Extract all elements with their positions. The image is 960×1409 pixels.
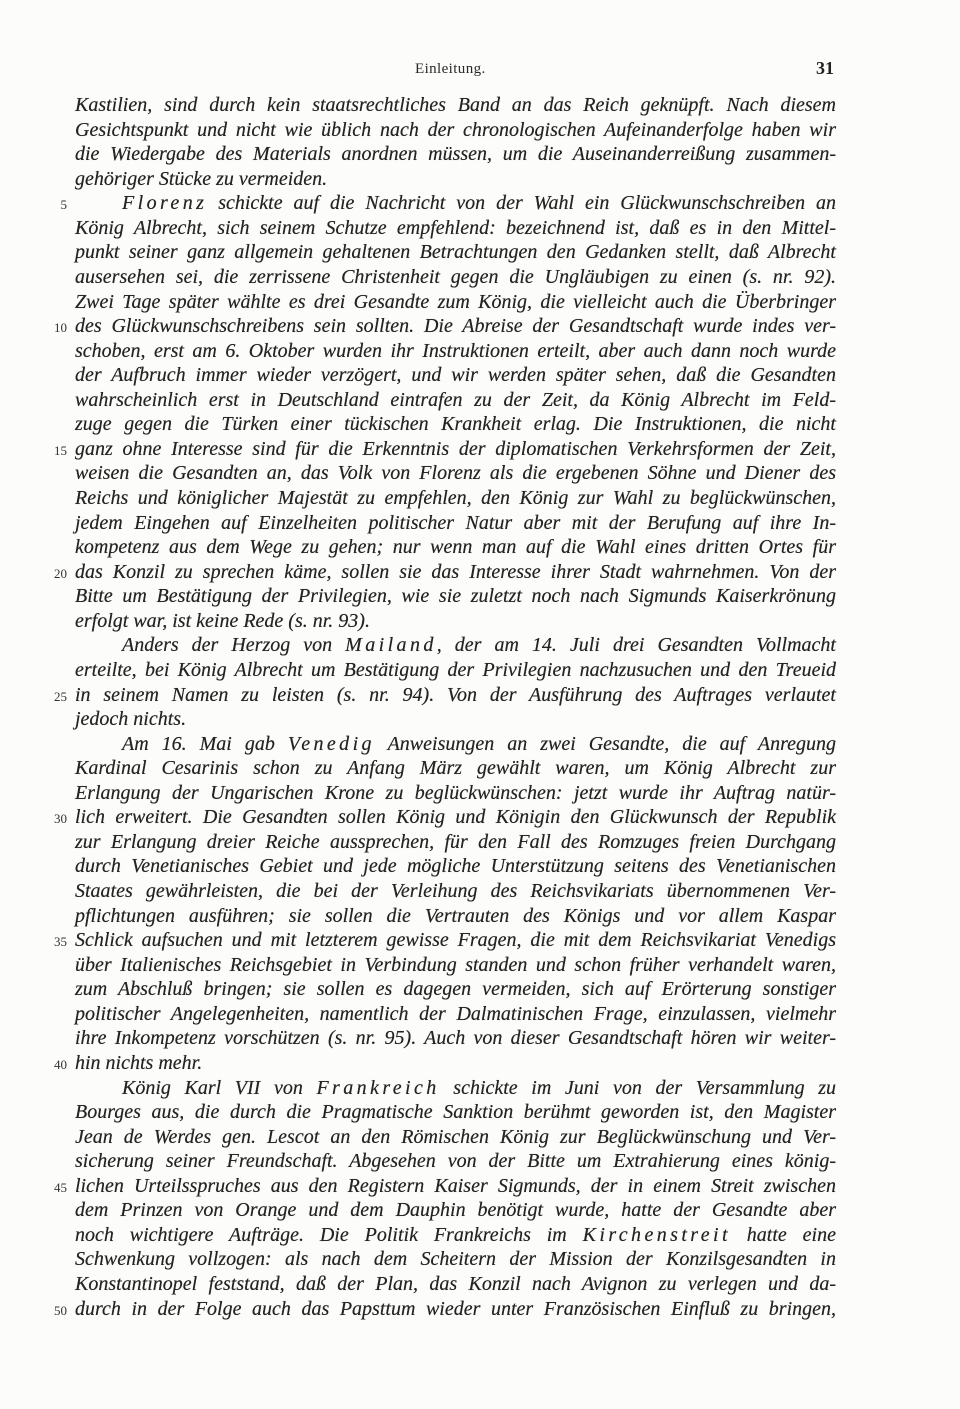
line-text: in seinem Namen zu leisten (s. nr. 94). Von der Ausführung des Auftrages verlautet <box>75 683 836 706</box>
text-line <box>54 1051 836 1076</box>
line-text: lichen Urteilsspruches aus den Registern Kaiser Sigmunds, der in einem Streit zwischen <box>75 1174 836 1197</box>
text-line <box>75 1223 836 1248</box>
text-line <box>75 118 836 143</box>
text-line <box>75 1026 836 1051</box>
text-line <box>54 437 836 462</box>
line-text: ganz ohne Interesse sind für die Erkenntnis der diplomatischen Verkehrsformen der Zeit, <box>75 437 836 460</box>
line-text: König Albrecht, sich seinem Schutze empfehlend: bezeichnend ist, daß es in den Mittel- <box>75 216 836 239</box>
line-text: erteilte, bei König Albrecht um Bestätigung der Privilegien nachzusuchen und den Treueid <box>75 658 836 681</box>
line-text: Kardinal Cesarinis schon zu Anfang März gewählt waren, um König Albrecht zur <box>75 757 836 780</box>
line-text: ihre Inkompetenz vorschützen (s. nr. 95). Auch von dieser Gesandtschaft hören wir weiter- <box>75 1027 836 1050</box>
line-text: lich erweitert. Die Gesandten sollen König und Königin den Glückwunsch der Republik <box>75 806 836 829</box>
text-line <box>75 216 836 241</box>
text-line <box>75 756 836 781</box>
line-text: zum Abschluß bringen; sie sollen es dagegen vermeiden, sich auf Erörterung sonstiger <box>75 978 836 1001</box>
text-line <box>75 830 836 855</box>
line-text: , der am 14. Juli drei Gesandten Vollmacht <box>436 634 836 657</box>
line-text: durch in der Folge auch das Papsttum wieder unter Französischen Einfluß zu bringen, <box>75 1297 836 1320</box>
line-text: zuge gegen die Türken einer tückischen Krankheit erlag. Die Instruktionen, die nicht <box>75 413 836 436</box>
line-number: 45 <box>54 1179 67 1195</box>
text-line <box>75 167 836 192</box>
text-line <box>75 609 836 634</box>
text-line <box>75 707 836 732</box>
line-number: 25 <box>54 688 67 704</box>
text-line <box>54 683 836 708</box>
line-number: 50 <box>54 1302 67 1318</box>
line-number: 5 <box>60 197 67 213</box>
text-line <box>75 265 836 290</box>
line-text: König Karl VII von <box>122 1076 317 1099</box>
text-line <box>75 142 836 167</box>
text-line <box>54 1297 836 1322</box>
spaced-name: Mailand <box>345 634 437 657</box>
line-text: Erlangung der Ungarischen Krone zu beglückwünschen: jetzt wurde ihr Auftrag natür- <box>75 781 836 804</box>
text-line <box>75 412 836 437</box>
text-line <box>75 904 836 929</box>
line-text: Jean de Werdes gen. Lescot an den Römischen König zur Beglückwünschung und Ver- <box>75 1125 836 1148</box>
line-text: politischer Angelegenheiten, namentlich der Dalmatinischen Frage, einzulassen, vielmehr <box>75 1002 836 1025</box>
text-line <box>54 928 836 953</box>
line-text: hin nichts mehr. <box>75 1051 203 1074</box>
line-text: die Wiedergabe des Materials anordnen müssen, um die Auseinanderreißung zusammen- <box>75 143 836 166</box>
line-number: 10 <box>54 320 67 336</box>
line-text: pflichtungen ausführen; sie sollen die Vertrauten des Königs und vor allem Kaspar <box>75 904 836 927</box>
text-line <box>75 1002 836 1027</box>
line-text: ausersehen sei, die zerrissene Christenheit gegen die Ungläubigen zu einen (s. nr. 92). <box>75 265 836 288</box>
line-text: jedoch nichts. <box>75 708 187 731</box>
line-text: über Italienisches Reichsgebiet in Verbindung standen und schon früher verhandelt waren, <box>75 953 836 976</box>
line-text: zur Erlangung dreier Reiche aussprechen, für den Fall des Romzuges freien Durchgang <box>75 830 836 853</box>
text-line <box>54 1174 836 1199</box>
line-text: Gesichtspunkt und nicht wie üblich nach der chronologischen Aufeinanderfolge haben wir <box>75 118 836 141</box>
text-line <box>75 535 836 560</box>
body-text <box>54 93 836 1321</box>
text-line <box>75 1247 836 1272</box>
text-line <box>75 1198 836 1223</box>
line-text: Reichs und königlicher Majestät zu empfehlen, den König zur Wahl zu beglückwünschen, <box>75 487 836 509</box>
spaced-name: Frankreich <box>316 1076 440 1099</box>
text-line <box>75 1272 836 1297</box>
text-line <box>75 953 836 978</box>
line-text: Zwei Tage später wählte es drei Gesandte zum König, die vielleicht auch die Überbringer <box>75 290 836 313</box>
text-line <box>75 584 836 609</box>
line-text: Am 16. Mai gab <box>122 732 288 755</box>
line-number: 30 <box>54 811 67 827</box>
line-text: der Aufbruch immer wieder verzögert, und wir werden später sehen, daß die Gesandten <box>75 364 836 387</box>
line-text: Schlick aufsuchen und mit letzterem gewisse Fragen, die mit dem Reichsvikariat Venedigs <box>75 929 836 952</box>
text-line <box>75 1125 836 1150</box>
line-number: 35 <box>54 934 67 950</box>
line-text: schoben, erst am 6. Oktober wurden ihr Instruktionen erteilt, aber auch dann noch wurde <box>75 339 836 362</box>
line-text: erfolgt war, ist keine Rede (s. nr. 93). <box>75 609 370 632</box>
text-line <box>75 1149 836 1174</box>
text-line <box>75 658 836 683</box>
line-text: gehöriger Stücke zu vermeiden. <box>75 167 328 190</box>
text-line <box>60 191 836 216</box>
line-text: des Glückwunschschreibens sein sollten. Die Abreise der Gesandtschaft wurde indes ver- <box>75 315 836 338</box>
line-number: 20 <box>54 565 67 581</box>
spaced-name: Venedig <box>287 732 375 755</box>
text-line <box>75 93 836 118</box>
text-line <box>75 339 836 364</box>
text-line <box>75 781 836 806</box>
spaced-name: Florenz <box>122 192 208 215</box>
text-line <box>75 633 836 658</box>
text-line <box>75 363 836 388</box>
line-text: wahrscheinlich erst in Deutschland eintrafen zu der Zeit, da König Albrecht im Feld- <box>75 388 836 411</box>
spaced-name: Kirchenstreit <box>582 1223 731 1246</box>
text-line <box>75 854 836 879</box>
line-text: Staates gewährleisten, die bei der Verleihung des Reichsvikariats übernommenen Ver- <box>75 880 836 902</box>
line-text: punkt seiner ganz allgemein gehaltenen Betrachtungen den Gedanken stellt, daß Albrecht <box>75 241 836 264</box>
text-line <box>54 560 836 585</box>
line-text: Bitte um Bestätigung der Privilegien, wie sie zuletzt noch nach Sigmunds Kaiserkrönung <box>75 585 836 608</box>
line-text: Konstantinopel feststand, daß der Plan, das Konzil nach Avignon zu verlegen und da- <box>75 1273 836 1295</box>
text-line <box>75 240 836 265</box>
line-text: kompetenz aus dem Wege zu gehen; nur wenn man auf die Wahl eines dritten Ortes für <box>75 536 836 559</box>
text-line <box>75 388 836 413</box>
text-line <box>75 879 836 904</box>
text-line <box>75 486 836 511</box>
text-line <box>54 314 836 339</box>
text-line <box>75 1100 836 1125</box>
line-text: schickte im Juni von der Versammlung zu <box>439 1076 836 1099</box>
text-line <box>75 290 836 315</box>
line-number: 40 <box>54 1056 67 1072</box>
line-text: sicherung seiner Freundschaft. Abgesehen von der Bitte um Extrahierung eines könig- <box>75 1150 836 1173</box>
text-line <box>75 511 836 536</box>
line-text: das Konzil zu sprechen käme, sollen sie das Interesse ihrer Stadt wahrnehmen. Von der <box>75 560 836 583</box>
line-text: noch wichtigere Aufträge. Die Politik Frankreichs im <box>75 1223 583 1246</box>
text-line <box>75 461 836 486</box>
line-text: schickte auf die Nachricht von der Wahl ein Glückwunschschreiben an <box>207 192 836 215</box>
line-text: Anders der Herzog von <box>122 634 346 657</box>
running-head: Einleitung. <box>415 61 486 77</box>
line-text: Kastilien, sind durch kein staatsrechtliches Band an das Reich geknüpft. Nach diesem <box>75 94 836 116</box>
text-line <box>75 977 836 1002</box>
text-line <box>54 805 836 830</box>
page-number: 31 <box>816 58 834 78</box>
line-text: Anweisungen an zwei Gesandte, die auf Anregung <box>374 732 836 755</box>
line-number: 15 <box>54 442 67 458</box>
line-text: Bourges aus, die durch die Pragmatische Sanktion berühmt geworden ist, den Magister <box>75 1101 836 1124</box>
line-text: Schwenkung vollzogen: als nach dem Scheitern der Mission der Konzilsgesandten in <box>75 1248 836 1271</box>
text-line <box>75 732 836 757</box>
line-text: weisen die Gesandten an, das Volk von Florenz als die ergebenen Söhne und Diener des <box>75 462 836 485</box>
line-text: durch Venetianisches Gebiet und jede mögliche Unterstützung seitens des Venetianischen <box>75 855 836 878</box>
line-text: hatte eine <box>730 1223 836 1246</box>
line-text: dem Prinzen von Orange und dem Dauphin benötigt wurde, hatte der Gesandte aber <box>75 1199 836 1222</box>
text-line <box>75 1076 836 1101</box>
line-text: jedem Eingehen auf Einzelheiten politischer Natur aber mit der Berufung auf ihre In- <box>75 511 836 534</box>
